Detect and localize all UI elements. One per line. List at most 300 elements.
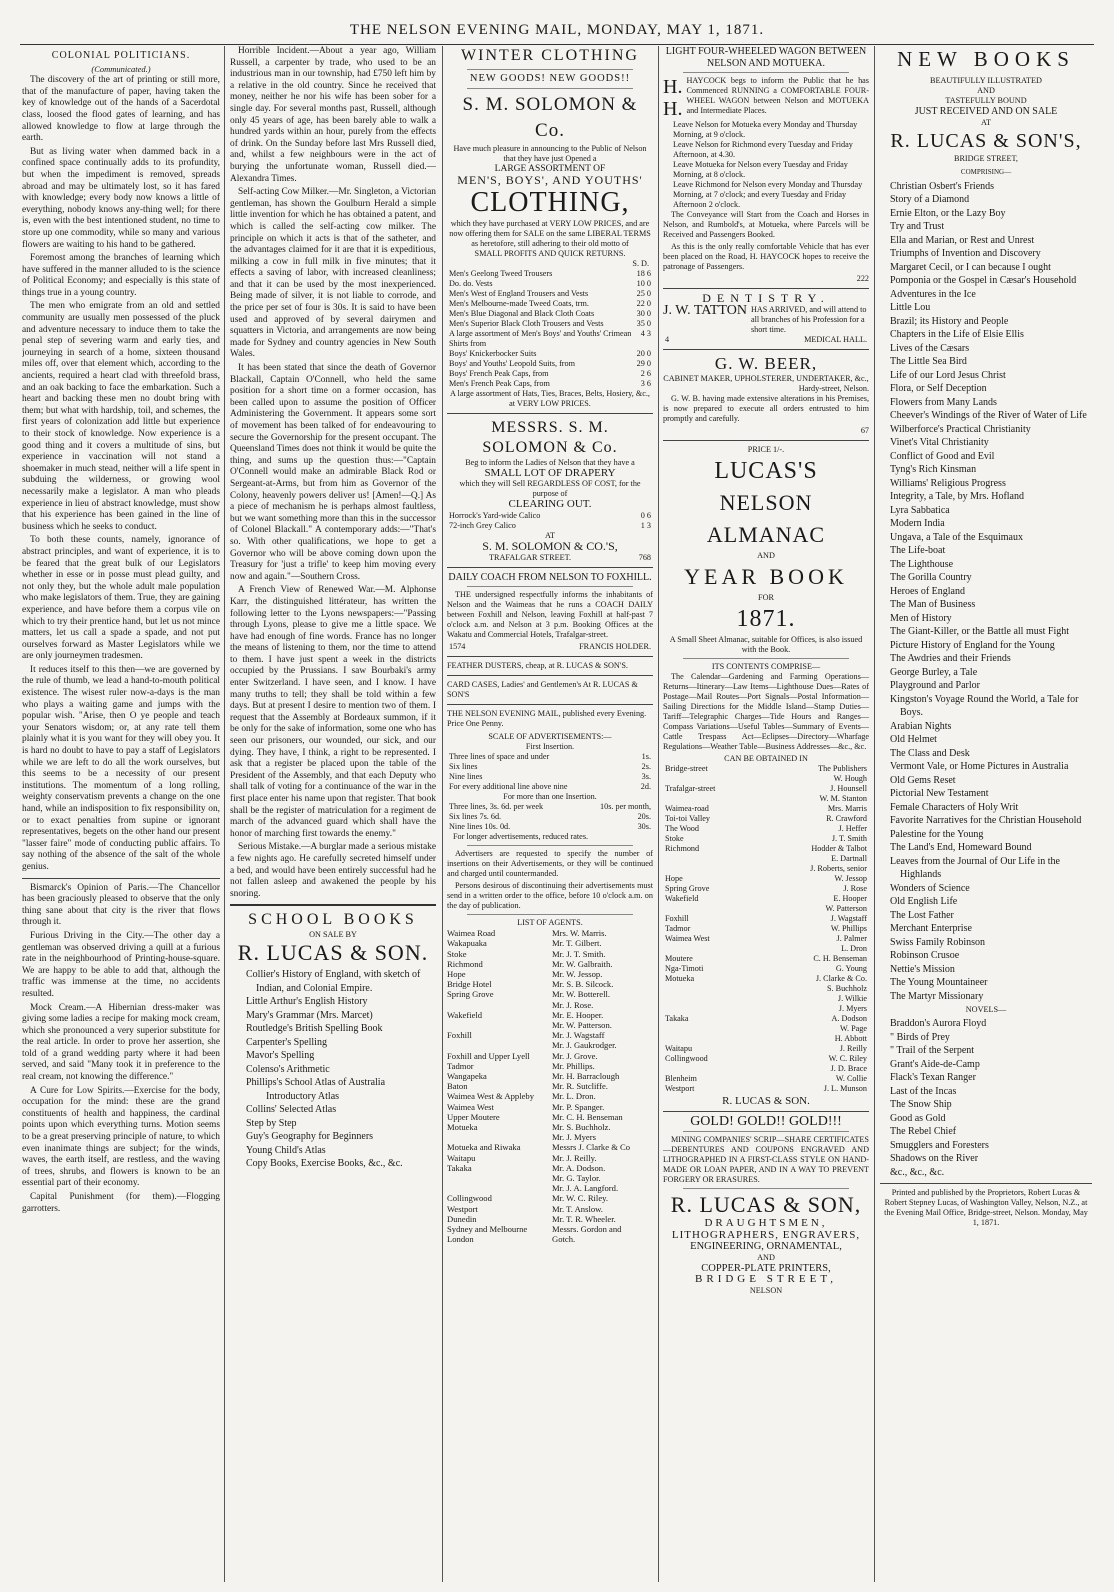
book-title: Old English Life bbox=[890, 896, 958, 908]
firm-name: R. LUCAS & SON'S, bbox=[890, 129, 1082, 152]
article-subheading: (Communicated.) bbox=[91, 63, 151, 74]
ad-number: 67 bbox=[860, 425, 869, 435]
divider bbox=[663, 440, 869, 441]
paragraph: Serious Mistake.—A burglar made a serious mistake a few nights ago. He carefully secreted himself under a bed, and would have been entirely successful had he not fallen asleep and awakened the people by his snoring. bbox=[230, 842, 436, 899]
scale-price: 10s. per month, bbox=[600, 802, 651, 812]
book-title: Nettie's Mission bbox=[890, 963, 955, 975]
item-name: Horrock's Yard-wide Calico bbox=[449, 510, 541, 520]
book-title: Margaret Cecil, or I can because I ought bbox=[890, 261, 1051, 273]
agent-name: W. Page bbox=[840, 1023, 867, 1033]
agent-name: W. M. Stanton bbox=[819, 793, 867, 803]
paragraph: Horrible Incident.—About a year ago, William Russell, a carpenter by trade, who used to be an industrious man in our township, had £750 left him by a relative in the old country. Since he received that money, neither he nor his wife has been sober for a single day. For several months past, Russell, although only 45 years of age, has been barely able to walk a hundred yards within an hour, purely from the effects of drink. On the Sunday before last Mrs Russell died, and, whilst a few neighbours were in the act of burying the unfortunate woman, Russell died.—Alexandra Times. bbox=[230, 46, 436, 184]
ad-number: 222 bbox=[856, 274, 869, 284]
book-title: Wonders of Science bbox=[890, 882, 970, 894]
divider bbox=[467, 845, 633, 846]
book-title: The Lighthouse bbox=[890, 558, 954, 570]
beg-text: Beg to inform the Ladies of Nelson that they have a bbox=[465, 457, 635, 467]
school-books-title: SCHOOL BOOKS bbox=[248, 911, 418, 929]
bound: TASTEFULLY BOUND bbox=[945, 96, 1027, 105]
place-row bbox=[663, 784, 869, 794]
agent-name: R. Crawford bbox=[826, 813, 867, 823]
item-price: 35 0 bbox=[636, 318, 651, 328]
sd-label: S. D. bbox=[632, 258, 649, 268]
column-5 bbox=[880, 46, 1092, 1586]
agent-name: Mr. P. Spanger. bbox=[552, 1101, 605, 1112]
item-name: Boys' and Youths' Leopold Suits, from bbox=[449, 358, 576, 368]
agent-place bbox=[447, 1173, 548, 1183]
agent-place: Waimea West bbox=[447, 1101, 494, 1112]
agent-name: Mr. R. Sutcliffe. bbox=[552, 1081, 608, 1092]
place-name: Richmond bbox=[665, 843, 700, 853]
scale-price: 30s. bbox=[637, 822, 651, 832]
list-item: Step by Step bbox=[246, 1117, 297, 1129]
agent-name: Mr. L. Dron. bbox=[552, 1091, 596, 1102]
schedule-item: Leave Nelson for Richmond every Tuesday and Friday Afternoon, at 4.30. bbox=[673, 140, 853, 160]
agent-name: Mr. J. Grove. bbox=[552, 1050, 598, 1061]
novel-title: Last of the Incas bbox=[890, 1085, 957, 1097]
agent-name: J. Heffer bbox=[838, 823, 867, 833]
place-row bbox=[663, 894, 869, 904]
agent-place: Westport bbox=[447, 1203, 478, 1214]
book-title: Ernie Elton, or the Lazy Boy bbox=[890, 207, 1006, 219]
agent-name: J. T. Smith bbox=[831, 833, 867, 843]
place-name: Nga-Timoti bbox=[665, 963, 704, 973]
book-title: The Lost Father bbox=[890, 909, 954, 921]
place-name: Waimea-road bbox=[665, 803, 709, 813]
item-price: 18 6 bbox=[636, 268, 651, 278]
illustrated: BEAUTIFULLY ILLUSTRATED bbox=[930, 76, 1042, 85]
column-rule bbox=[658, 46, 659, 1582]
column-rule bbox=[442, 46, 443, 1582]
place-row bbox=[663, 1084, 869, 1094]
book-title: Brazil; its History and People bbox=[890, 315, 1009, 327]
book-title: Modern India bbox=[890, 518, 945, 530]
book-title: Ungava, a Tale of the Esquimaux bbox=[890, 531, 1023, 543]
paragraph: Mock Cream.—A Hibernian dress-maker was giving some ladies a recipe for making mock cream, which she pronounced a very superior substitute for the real article. In order to prove her assertion, she told of a grand wedding party where it had been served, and said "Many took it in preference to the real cream, not knowing the difference." bbox=[22, 1002, 220, 1083]
agent-place: Dunedin bbox=[447, 1213, 477, 1224]
agent-name: Mr. T. Gilbert. bbox=[552, 938, 602, 949]
contents-text: The Calendar—Gardening and Farming Operations—Returns—Itinerary—Law Items—Lighthouse Dues—Rates of Postage—Mail Routes—Port Signals—Postal Information—Sailing Directions for the Middle Island—Stamp Duties—Tariff—Telegraphic Charges—Tide Hours and Ranges—Compass Variations—Useful Tables—Summary of Events—Cattle Trespass Act—Eclipses—Directory—Wharfage Regulations—Weather Table—Business Addresses—&c., &c. bbox=[663, 671, 869, 751]
place-row bbox=[663, 1014, 869, 1024]
agent-place: Motueka bbox=[447, 1122, 478, 1133]
at-label: AT bbox=[980, 117, 991, 127]
scale-item: Three lines, 3s. 6d. per week bbox=[449, 802, 544, 812]
agent-name: J. Wagstaff bbox=[830, 913, 867, 923]
divider bbox=[467, 914, 633, 915]
agent-name: L. Dron bbox=[841, 943, 867, 953]
price-row bbox=[447, 299, 653, 309]
book-title: The Life-boat bbox=[890, 545, 946, 557]
price-row bbox=[447, 521, 653, 531]
agent-name: Messrs J. Clarke & Co bbox=[552, 1142, 631, 1153]
item-name: Men's West of England Trousers and Vests bbox=[449, 288, 589, 298]
item-price: 22 0 bbox=[636, 298, 651, 308]
copper-plate: COPPER-PLATE PRINTERS, bbox=[701, 1262, 831, 1274]
list-item: Young Child's Atlas bbox=[246, 1144, 326, 1156]
place-name: Waitapu bbox=[665, 1043, 693, 1053]
item-price: 25 0 bbox=[636, 288, 651, 298]
mail-notice: THE NELSON EVENING MAIL, published every Evening. Price One Penny. bbox=[447, 709, 647, 729]
book-title: The Young Mountaineer bbox=[890, 977, 988, 989]
place-row bbox=[663, 1024, 869, 1034]
scale-row bbox=[447, 762, 653, 772]
divider bbox=[467, 586, 633, 587]
sell-text: which they will Sell REGARDLESS OF COST, for the purpose of bbox=[459, 479, 641, 499]
item-name: Men's French Peak Caps, from bbox=[449, 378, 550, 388]
newspaper-title: THE NELSON EVENING MAIL, MONDAY, MAY 1, 1871. bbox=[349, 22, 765, 38]
agent-name: Mr. H. Barraclough bbox=[552, 1071, 620, 1081]
book-title: Vermont Vale, or Home Pictures in Australia bbox=[890, 761, 1069, 773]
paragraph: Furious Driving in the City.—The other day a gentleman was observed driving a quill at a furious rate in the neighbourhood of Printing-house-square. We are happy to be able to add that, although the traffic was immense at the time, no accidents resulted. bbox=[22, 930, 220, 999]
agent-name: Messrs. Gordon and bbox=[552, 1224, 622, 1235]
agent-place: London bbox=[447, 1234, 474, 1245]
price-row bbox=[447, 359, 653, 369]
item-name: Men's Superior Black Cloth Trousers and Vests bbox=[449, 318, 604, 328]
sheet-almanac: A Small Sheet Almanac, suitable for Offices, is also issued with the Book. bbox=[669, 634, 863, 654]
agent-place: Sydney and Melbourne bbox=[447, 1224, 528, 1235]
gold-heading: GOLD! GOLD!! GOLD!!! bbox=[690, 1114, 842, 1130]
place-name: Foxhill bbox=[665, 913, 689, 923]
book-title: Merchant Enterprise bbox=[890, 923, 972, 935]
winter-clothing-title: WINTER CLOTHING bbox=[461, 47, 639, 64]
book-title: Conflict of Good and Evil bbox=[890, 450, 995, 462]
place-name: Toi-toi Valley bbox=[665, 813, 710, 823]
agent-name: Mrs. W. Marris. bbox=[552, 928, 607, 939]
scale-price: 3s. bbox=[641, 772, 651, 782]
place-name: Motueka bbox=[665, 973, 695, 983]
book-title: Vinet's Vital Christianity bbox=[890, 437, 989, 449]
dentist-name: J. W. TATTON bbox=[663, 302, 747, 318]
item-name: Men's Blue Diagonal and Black Cloth Coats bbox=[449, 308, 595, 318]
beer-address: Hardy-street, Nelson. bbox=[798, 383, 869, 393]
and-label: AND bbox=[757, 550, 775, 560]
place-row bbox=[663, 964, 869, 974]
book-title: Palestine for the Young bbox=[890, 828, 984, 840]
agent-place bbox=[447, 1000, 548, 1010]
place-name: Bridge-street bbox=[665, 763, 708, 773]
book-title: Swiss Family Robinson bbox=[890, 936, 986, 948]
discontinue-note: Persons desirous of discontinuing their advertisements must send in a written order to the office, before 10 o'clock a.m. on the day of publication. bbox=[447, 881, 653, 911]
place-row bbox=[663, 954, 869, 964]
more-insertions: For more than one Insertion. bbox=[503, 792, 597, 802]
agent-place: Waitapu bbox=[447, 1152, 476, 1163]
price-row bbox=[447, 329, 653, 349]
paragraph: Self-acting Cow Milker.—Mr. Singleton, a Victorian gentleman, has shown the Goulburn Herald a simple little invention for which he has obtained a patent, and which is called the self-acting cow milker. The principle on which it acts is that of the satheter, and the advantages claimed for it are that it is expeditious, milking a cow in full milk in five minutes; that it effects a saving of labor, with increased cleanliness; and that it can be used by the most inexperienced. Being made of silver, it is not liable to corrode, and the price per set of four is 30s. It is said to have been used and approved of by several dairymen and squatters in Victoria, and arrangements are now being made for Sydney and country agencies in New South Wales. bbox=[230, 187, 436, 360]
agent-name: The Publishers bbox=[818, 763, 867, 773]
messrs-heading: MESSRS. S. M. SOLOMON & Co. bbox=[482, 418, 618, 456]
firm-name: S. M. SOLOMON & Co. bbox=[462, 93, 638, 141]
scale-row bbox=[447, 802, 653, 812]
place-row bbox=[663, 844, 869, 854]
place-row bbox=[663, 854, 869, 864]
place-name: The Wood bbox=[665, 823, 699, 833]
bridge-street: BRIDGE STREET, bbox=[695, 1273, 837, 1286]
price-row bbox=[447, 279, 653, 289]
item-price: 2 6 bbox=[640, 368, 651, 378]
book-title: Adventures in the Ice bbox=[890, 288, 976, 300]
scale-row bbox=[447, 822, 653, 832]
divider bbox=[663, 349, 869, 350]
longer-ads: For longer advertisements, reduced rates. bbox=[453, 832, 589, 842]
imprint: Printed and published by the Proprietors, Robert Lucas & Robert Stepney Lucas, of Washington Valley, Nelson, N.Z., at the Evening Mail Office, Bridge-street, Nelson. Monday, May 1, 1871. bbox=[884, 1188, 1088, 1228]
item-price: 1 3 bbox=[640, 520, 651, 530]
scale-item: Nine lines 10s. 0d. bbox=[449, 822, 511, 832]
divider bbox=[467, 69, 633, 70]
article-heading: COLONIAL POLITICIANS. bbox=[51, 50, 191, 61]
street-row bbox=[447, 553, 653, 563]
place-name: Moutere bbox=[665, 953, 693, 963]
beer-body: G. W. B. having made extensive alterations in his Premises, is now prepared to execute all orders entrusted to him promptly and carefully. bbox=[663, 393, 869, 423]
scale-price: 1s. bbox=[641, 752, 651, 762]
agent-name: Mr. J. Rose. bbox=[552, 999, 594, 1010]
agents-list bbox=[447, 928, 653, 1244]
place-name: Wakefield bbox=[665, 893, 699, 903]
paragraph: Foremost among the branches of learning which have suffered in the manner alluded to is the science of Political Economy; and especially is this state of things true in a young country. bbox=[22, 253, 220, 298]
book-title: Cheever's Windings of the River of Water of Life bbox=[890, 410, 1087, 422]
place-name: Spring Grove bbox=[665, 883, 710, 893]
divider bbox=[683, 658, 849, 659]
tatton-footer bbox=[663, 335, 869, 345]
scale-row bbox=[447, 772, 653, 782]
paragraph: A Cure for Low Spirits.—Exercise for the body, occupation for the mind: these are the grand constituents of health and happiness, the cardinal points upon which everything turns. Motion seems to be a great preserving principle of nature, to which even inanimate things are subject; for the winds, waves, the earth itself, are restless, and the waving of trees, shrubs, and flowers is known to be an essential part of their economy. bbox=[22, 1085, 220, 1189]
book-title: The Giant-Killer, or the Battle all must Fight bbox=[890, 626, 1070, 638]
place-name: Collingwood bbox=[665, 1053, 708, 1063]
agent-place: Foxhill bbox=[447, 1030, 472, 1041]
book-title: Picture History of England for the Young bbox=[890, 639, 1055, 651]
agent-name: Mr. W. Jessop. bbox=[552, 968, 603, 979]
place-row bbox=[663, 974, 869, 984]
schedule bbox=[663, 120, 869, 210]
price-row bbox=[447, 379, 653, 389]
scale-item: For every additional line above nine bbox=[449, 782, 568, 792]
place-row bbox=[663, 794, 869, 804]
novel-title: Good as Gold bbox=[890, 1112, 946, 1124]
at-label: AT bbox=[544, 530, 555, 540]
list-item: Collins' Selected Atlas bbox=[246, 1104, 337, 1116]
agent-place: Motueka and Riwaka bbox=[447, 1142, 521, 1153]
agent-name: J. Wilkie bbox=[837, 993, 867, 1003]
book-title: Lives of the Cæsars bbox=[890, 342, 970, 354]
agent-name: E. Hooper bbox=[833, 893, 867, 903]
nelson-label: NELSON bbox=[749, 1285, 783, 1295]
wagon-ad bbox=[663, 76, 869, 120]
agent-name: Mr. J. T. Smith. bbox=[552, 948, 606, 959]
divider bbox=[683, 1131, 849, 1132]
agent-place: Spring Grove bbox=[447, 989, 494, 1000]
divider bbox=[683, 72, 849, 73]
column-4 bbox=[663, 46, 869, 1586]
medical-hall: MEDICAL HALL. bbox=[804, 334, 867, 344]
paragraph: Capital Punishment (for them).—Flogging garrotters. bbox=[22, 1192, 220, 1214]
wagon-heading: LIGHT FOUR-WHEELED WAGON BETWEEN NELSON AND MOTUEKA. bbox=[665, 46, 867, 69]
agent-name: J. Roberts, senior bbox=[810, 863, 867, 873]
and-label: AND bbox=[977, 86, 995, 95]
drop-initials: H. H. bbox=[663, 76, 683, 121]
place-row bbox=[663, 1064, 869, 1074]
book-title: Lyra Sabbatica bbox=[890, 504, 950, 516]
item-price: 4 3 bbox=[640, 328, 651, 338]
divider bbox=[663, 288, 869, 289]
book-title: Kingston's Voyage Round the World, a Tale for Boys. bbox=[890, 693, 1079, 719]
novel-title: " Trail of the Serpent bbox=[890, 1045, 975, 1057]
agent-name: Mr. J. A. Langford. bbox=[552, 1183, 619, 1194]
list-item: Mary's Grammar (Mrs. Marcet) bbox=[246, 1009, 373, 1021]
place-row bbox=[663, 1034, 869, 1044]
scale-heading: SCALE OF ADVERTISEMENTS:— bbox=[488, 732, 612, 742]
paragraph: It reduces itself to this then—we are governed by the rule of thumb, we lead a hand-to-mouth political existence. The wisest ruler now-a-days is the man who plays a waiting game and jumps with the popular wish. "Arise, then O ye people and teach your Senators wisdom; or, at any rate tell them plainly what it is you want for they will obey you. It is hard no doubt to have to pay a staff of Legislators while we are left to do all the work ourselves, but this seems to be a necessity of our present institutions. The momentum of a long rolling, weighty conservatism prevents a change on the one hand, while an indisposition to fix responsibility on, or to exact penalties from supine or ignorant representatives, begets on the other hand our present "lasser faire" mode of conducting public affairs. To say nothing of the absence of the salt of the whole genius. bbox=[22, 664, 220, 872]
agent-name: Mr. C. H. Benseman bbox=[552, 1111, 623, 1122]
item-price: 3 6 bbox=[640, 378, 651, 388]
place-name: Trafalgar-street bbox=[665, 783, 716, 793]
lucas-heading: LUCAS'S bbox=[714, 457, 818, 484]
agent-name: J. Clarke & Co. bbox=[815, 973, 867, 983]
agent-name: J. D. Brace bbox=[830, 1063, 867, 1073]
book-title: Leaves from the Journal of Our Life in the Highlands bbox=[890, 855, 1060, 881]
ad-number: 768 bbox=[638, 552, 651, 562]
agent-place: Baton bbox=[447, 1081, 468, 1092]
agent-name: E. Dartnall bbox=[831, 853, 867, 863]
column-2 bbox=[230, 46, 436, 1586]
tatton-text: HAS ARRIVED, and will attend to all branches of his Profession for a short time. bbox=[750, 304, 867, 334]
place-row bbox=[663, 774, 869, 784]
almanac-year: 1871. bbox=[736, 605, 796, 632]
agent-name: J. Rose bbox=[843, 883, 867, 893]
book-title: Men of History bbox=[890, 612, 952, 624]
place-name: Hope bbox=[665, 873, 683, 883]
and-label: AND bbox=[757, 1252, 775, 1262]
divider bbox=[447, 413, 653, 414]
novel-title: Shadows on the River bbox=[890, 1153, 979, 1165]
agent-name: Gotch. bbox=[552, 1234, 576, 1245]
agent-name: S. Buchholz bbox=[826, 983, 867, 993]
item-name: Men's Melbourne-made Tweed Coats, trm. bbox=[449, 298, 589, 308]
agents-heading: LIST OF AGENTS. bbox=[517, 918, 583, 928]
ad-number: 1574 bbox=[449, 642, 466, 652]
place-row bbox=[663, 914, 869, 924]
list-item: Guy's Geography for Beginners bbox=[246, 1131, 374, 1143]
scale-item: Three lines of space and under bbox=[449, 752, 550, 762]
book-title: Tyng's Rich Kinsman bbox=[890, 464, 977, 476]
divider bbox=[880, 1183, 1092, 1184]
new-books-title: NEW BOOKS bbox=[897, 47, 1075, 71]
price-row bbox=[447, 269, 653, 279]
agent-name: J. Reilly bbox=[839, 1043, 867, 1053]
book-title: Flora, or Self Deception bbox=[890, 383, 987, 395]
lucas-son: R. LUCAS & SON. bbox=[722, 1094, 810, 1107]
place-name: Blenheim bbox=[665, 1073, 697, 1083]
agent-place bbox=[447, 1040, 548, 1050]
scale-item: Six lines 7s. 6d. bbox=[449, 812, 502, 822]
agent-name: Mr. J. Myers bbox=[552, 1132, 596, 1143]
lithographers: LITHOGRAPHERS, ENGRAVERS, bbox=[671, 1228, 861, 1241]
novel-title: " Birds of Prey bbox=[890, 1031, 950, 1043]
price-row bbox=[447, 309, 653, 319]
agent-name: W. Jessop bbox=[834, 873, 867, 883]
item-price: 0 6 bbox=[640, 510, 651, 520]
place-row bbox=[663, 874, 869, 884]
agent-name: J. Palmer bbox=[836, 933, 867, 943]
list-item: Carpenter's Spelling bbox=[246, 1036, 327, 1048]
book-title: George Burley, a Tale bbox=[890, 666, 978, 678]
paragraph: But as living water when dammed back in a confined space continually adds to its profundity, but when the impediment is removed, spreads abroad and may be ultimately lost, so it has fared with knowledge; every body now knows a little of everything, nobody knows any-thing well; for there is, even with the best intentioned student, no time to store up one commodity, while so many and various flowers are waiting to his hand to be gathered. bbox=[22, 146, 220, 250]
agent-place bbox=[447, 1132, 548, 1142]
scale-item: Six lines bbox=[449, 762, 478, 772]
price-row bbox=[447, 319, 653, 329]
novel-title: The Rebel Chief bbox=[890, 1126, 957, 1138]
intro-text: Have much pleasure in announcing to the Public of Nelson that they have just Opened a bbox=[453, 143, 647, 163]
place-row bbox=[663, 824, 869, 834]
price-row bbox=[447, 289, 653, 299]
item-price: 30 0 bbox=[636, 308, 651, 318]
price-row bbox=[447, 349, 653, 359]
schedule-item: Leave Richmond for Nelson every Monday and Thursday Morning, at 7 o'clock; and every Tuesday and Friday Afternoon 2 o'clock. bbox=[673, 180, 863, 210]
divider bbox=[467, 88, 633, 89]
divider bbox=[683, 1188, 849, 1189]
place-row bbox=[663, 1044, 869, 1054]
street-name: TRAFALGAR STREET. bbox=[489, 552, 572, 562]
agent-name: J. L. Munson bbox=[823, 1083, 867, 1093]
item-price: 20 0 bbox=[636, 348, 651, 358]
coach-text: THE undersigned respectfully informs the inhabitants of Nelson and the Waimeas that he runs a COACH DAILY between Foxhill and Nelson, leaving Foxhill at half-past 7 o'clock a.m. and Nelson at 3 p.m. Booking Offices at the Wakatu and Commercial Hotels, Trafalgar-street. bbox=[447, 590, 653, 640]
place-name: Waimea West bbox=[665, 933, 710, 943]
bridge-street: BRIDGE STREET, bbox=[954, 153, 1018, 163]
coach-sign bbox=[447, 642, 653, 652]
item-price: 29 0 bbox=[636, 358, 651, 368]
place-row bbox=[663, 934, 869, 944]
book-title: Chapters in the Life of Elsie Ellis bbox=[890, 329, 1024, 341]
ad-number: 4 bbox=[665, 334, 670, 344]
agent-name: Mr. J. Reilly. bbox=[552, 1152, 597, 1163]
agent-name: Mr. W. Botterell. bbox=[552, 989, 611, 1000]
dentistry-heading: DENTISTRY. bbox=[702, 291, 830, 306]
school-book-list bbox=[230, 966, 436, 1173]
paragraph: It has been stated that since the death of Governor Blackall, Captain O'Connell, who held the same position for a short time on a former occasion, has been called upon to assume the position of Officer Administering the Government. It appears some sort of movement has been talked of for endeavouring to secure the Governorship for the present occupant. The Queensland Times does not think it would be quite the thing, and sums up the question thus:—"Captain O'Connell would make an admirable Black Rod or Sergeant-at-Arms, but from him as Governor of the Colony, heavenly powers deliver us! [Amen!—Q.] As a piece of mechanism he is perhaps almost faultless, but we want something more than this in the successor of Colonel Blackall." A contemporary adds:—"That's so. With other qualifications, we hope to get a Governor who will be above coming down upon the Treasury for 'just a trifle' to keep him moving every now and again."—Southern Cross. bbox=[230, 363, 436, 582]
novel-title: Grant's Aide-de-Camp bbox=[890, 1058, 980, 1070]
new-goods: NEW GOODS! NEW GOODS!! bbox=[469, 73, 631, 84]
item-name: Boys' Knickerbocker Suits bbox=[449, 348, 537, 358]
list-item: Collier's History of England, with sketch of Indian, and Colonial Empire. bbox=[246, 969, 421, 994]
list-item: Copy Books, Exercise Books, &c., &c. bbox=[246, 1158, 403, 1170]
book-title: Story of a Diamond bbox=[890, 194, 970, 206]
schedule-item: Leave Motueka for Nelson every Tuesday and Friday Morning, at 8 o'clock. bbox=[673, 160, 848, 180]
clearing-out: CLEARING OUT. bbox=[508, 498, 592, 511]
agent-name: Mrs. Marris bbox=[827, 803, 867, 813]
book-title: The Gorilla Country bbox=[890, 572, 972, 584]
item-name: Boys' French Peak Caps, from bbox=[449, 368, 549, 378]
draughtsmen: DRAUGHTSMEN, bbox=[704, 1216, 828, 1229]
scale-row bbox=[447, 752, 653, 762]
agent-name: H. Abbott bbox=[834, 1033, 867, 1043]
masthead-rule bbox=[20, 44, 1094, 45]
divider bbox=[230, 904, 436, 906]
item-name: Do. do. Vests bbox=[449, 278, 493, 288]
place-row bbox=[663, 804, 869, 814]
book-title: Flowers from Many Lands bbox=[890, 396, 997, 408]
agent-place bbox=[447, 1183, 548, 1193]
agent-name: Mr. W. C. Riley. bbox=[552, 1193, 609, 1204]
agent-name: G. Young bbox=[835, 963, 867, 973]
agent-place: Upper Moutere bbox=[447, 1111, 500, 1122]
place-row bbox=[663, 764, 869, 774]
agent-place bbox=[447, 1020, 548, 1030]
book-list bbox=[880, 180, 1092, 1004]
calico-list bbox=[447, 511, 653, 531]
place-row bbox=[663, 864, 869, 874]
agent-name: W. Hough bbox=[833, 773, 867, 783]
book-title: The Awdries and their Friends bbox=[890, 653, 1011, 665]
agent-place: Collingwood bbox=[447, 1193, 492, 1204]
paragraph: The discovery of the art of printing or still more, that of the manufacture of paper, having taken the key of knowledge out of the hands of a Sacerdotal class, loosed the flood gates of learning, and has allowed knowledge to flow at large through the earth. bbox=[22, 75, 220, 144]
